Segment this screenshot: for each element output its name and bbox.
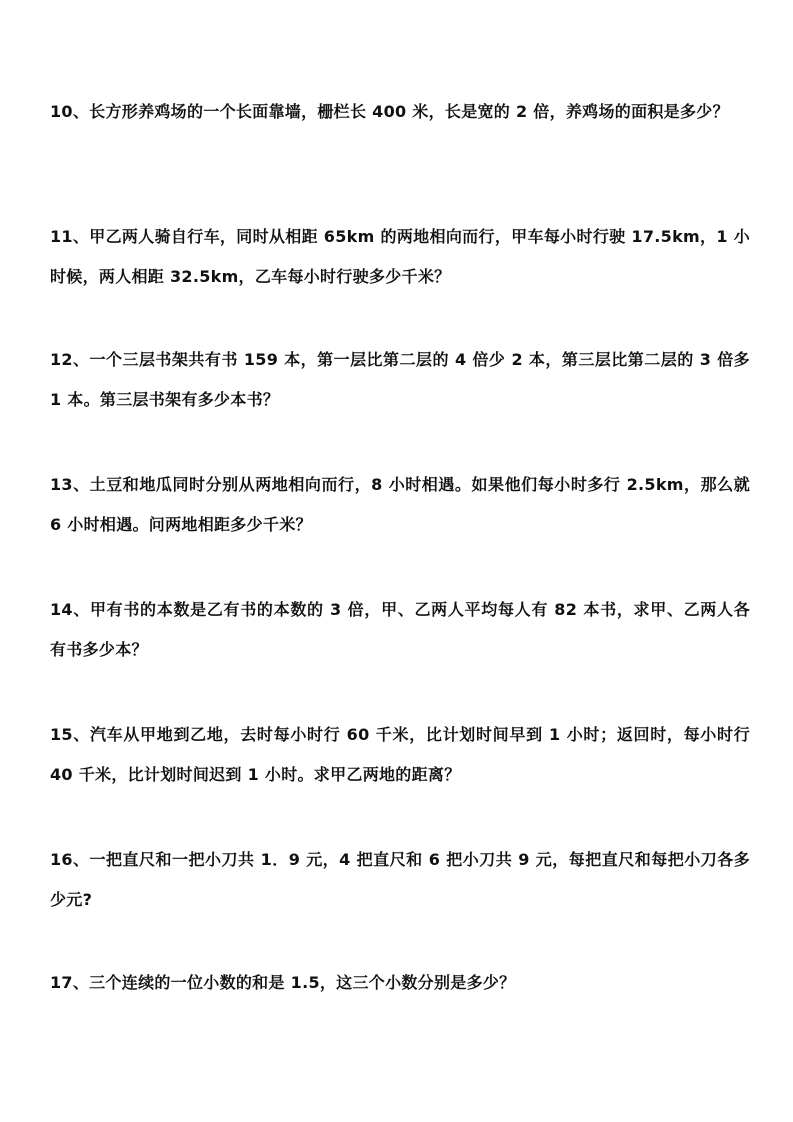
question-14: 14、甲有书的本数是乙有书的本数的 3 倍，甲、乙两人平均每人有 82 本书，求甲、乙两人各有书多少本？ [50, 600, 750, 659]
question-15: 15、汽车从甲地到乙地，去时每小时行 60 千米，比计划时间早到 1 小时；返回时，每小时行 40 千米，比计划时间迟到 1 小时。求甲乙两地的距离？ [50, 725, 750, 784]
question-17: 17、三个连续的一位小数的和是 1.5，这三个小数分别是多少？ [50, 973, 516, 992]
question-12: 12、一个三层书架共有书 159 本，第一层比第二层的 4 倍少 2 本，第三层比第二层的 3 倍多 1 本。第三层书架有多少本书？ [50, 350, 750, 409]
question-16: 16、一把直尺和一把小刀共 1．9 元，4 把直尺和 6 把小刀共 9 元，每把直尺和每把小刀各多少元? [50, 850, 750, 909]
question-13: 13、土豆和地瓜同时分别从两地相向而行，8 小时相遇。如果他们每小时多行 2.5km，那么就 6 小时相遇。问两地相距多少千米？ [50, 475, 750, 534]
question-11: 11、甲乙两人骑自行车，同时从相距 65km 的两地相向而行，甲车每小时行驶 17.5km，1 小时候，两人相距 32.5km，乙车每小时行驶多少千米？ [50, 227, 750, 286]
question-10: 10、长方形养鸡场的一个长面靠墙，栅栏长 400 米，长是宽的 2 倍，养鸡场的面积是多少？ [50, 102, 729, 121]
